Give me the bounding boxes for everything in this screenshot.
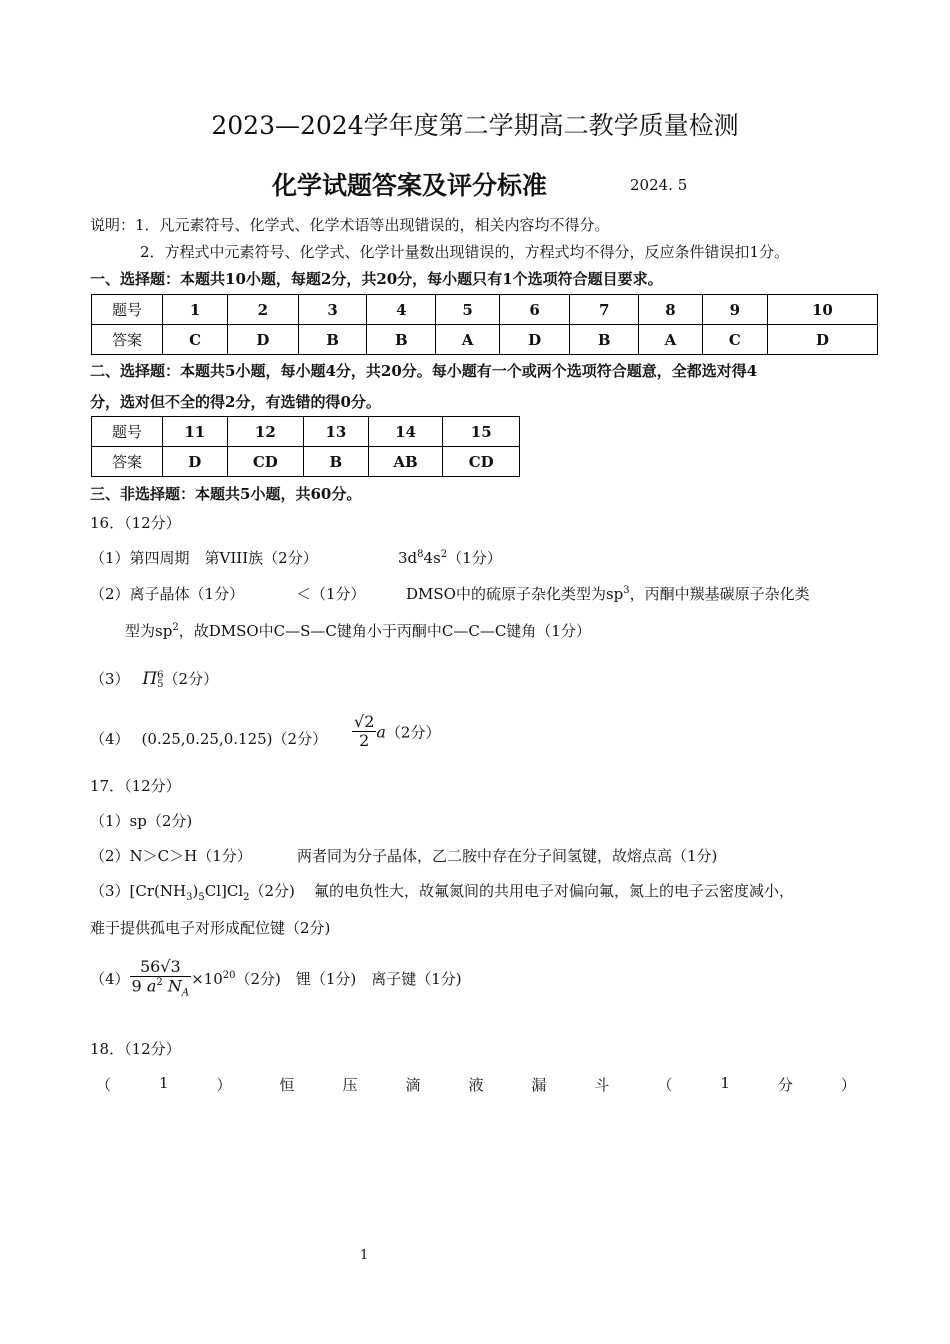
table-cell: CD: [227, 447, 304, 477]
table-cell: 7: [570, 295, 639, 325]
subscript: 3: [186, 892, 193, 903]
table-cell: 10: [767, 295, 877, 325]
table-cell: B: [570, 325, 639, 355]
q16-part1-b: [398, 547, 502, 568]
table-cell: A: [639, 325, 703, 355]
section1-answer-table: [91, 294, 878, 355]
superscript: 2: [440, 549, 448, 560]
table-row: [92, 295, 878, 325]
text: Cl]Cl: [204, 882, 244, 900]
q17-part1: （1）sp（2分): [90, 812, 193, 830]
text: 分: [777, 1076, 793, 1094]
text: 漏: [531, 1076, 547, 1094]
text: ）: [840, 1076, 856, 1094]
table-cell: 1: [163, 295, 228, 325]
text: 1: [158, 1074, 169, 1092]
table-row: [92, 447, 520, 477]
numerator: √2: [354, 712, 375, 731]
text: （2分）: [163, 670, 219, 688]
text: （2分) 锂（1分) 离子键（1分): [235, 970, 462, 989]
table-cell: 6: [499, 295, 569, 325]
section2-heading-line1: 二、选择题：本题共5小题，每小题4分，共20分。每小题有一个或两个选项符合题意，全都选对得4: [90, 362, 758, 380]
q18-title: 18．（12分）: [90, 1040, 181, 1058]
q17-part2-b: 两者同为分子晶体，乙二胺中存在分子间氢键，故熔点高（1分): [297, 847, 718, 865]
q17-part3-b: 氟的电负性大，故氟氮间的共用电子对偏向氟，氮上的电子云密度减小，: [314, 882, 795, 900]
table-row: [92, 417, 520, 447]
q16-part1-a: （1）第四周期 第VIII族（2分）: [90, 549, 318, 567]
row-label-number: 题号: [92, 417, 163, 447]
text: 型为sp: [125, 622, 173, 640]
pi-bond-symbol: Π: [142, 669, 158, 689]
q16-part3: [90, 668, 218, 689]
text: (0.25,0.25,0.125)（2分）: [141, 730, 328, 748]
q17-part4: [90, 958, 462, 999]
table-cell: 13: [304, 417, 369, 447]
table-cell: A: [436, 325, 500, 355]
text: 3d: [398, 549, 418, 567]
table-cell: CD: [443, 447, 520, 477]
text: 滴: [405, 1076, 421, 1094]
text: ×10: [191, 970, 223, 989]
denominator: [130, 977, 192, 999]
pi-subscript: 5: [157, 679, 164, 690]
note-1: 说明：1．凡元素符号、化学式、化学术语等出现错误的，相关内容均不得分。: [90, 216, 610, 234]
text: （: [96, 1076, 112, 1094]
part-label: （3）: [90, 670, 130, 688]
text: （2分）: [385, 723, 441, 742]
text: 液: [468, 1076, 484, 1094]
table-cell: 14: [368, 417, 443, 447]
text: ): [192, 882, 199, 900]
page-number: 1: [360, 1248, 369, 1263]
text: ）: [216, 1076, 232, 1094]
text: （2分): [249, 882, 295, 900]
numerator: 56√3: [130, 958, 192, 977]
text: （: [657, 1076, 673, 1094]
table-cell: 3: [298, 295, 367, 325]
row-label-answer: 答案: [92, 447, 163, 477]
q16-part2-b: ＜（1分）: [296, 585, 366, 603]
superscript: 2: [172, 622, 179, 633]
subscript: 5: [198, 892, 205, 903]
note-2: 2．方程式中元素符号、化学式、化学计量数出现错误的，方程式均不得分，反应条件错误扣1分。: [140, 243, 790, 261]
q16-part2-d: [125, 620, 591, 641]
table-row: [92, 325, 878, 355]
fraction: [130, 958, 192, 999]
subscript: 2: [243, 892, 250, 903]
q18-part1: [96, 1074, 856, 1095]
superscript: 8: [417, 549, 424, 560]
table-cell: AB: [368, 447, 443, 477]
subscript: A: [181, 987, 190, 999]
table-cell: 8: [639, 295, 703, 325]
variable: N: [167, 976, 182, 996]
text: 4s: [423, 549, 441, 567]
table-cell: 9: [702, 295, 767, 325]
q17-part3-a: [90, 880, 295, 903]
text: （1分）: [447, 549, 502, 567]
page-subtitle: 化学试题答案及评分标准: [272, 171, 548, 200]
table-cell: D: [767, 325, 877, 355]
text: ，丙酮中羰基碳原子杂化类: [629, 585, 810, 603]
text: 1: [720, 1074, 730, 1092]
superscript: 20: [222, 970, 236, 982]
table-cell: 15: [443, 417, 520, 447]
fraction: [352, 713, 376, 751]
q16-part2-a: （2）离子晶体（1分）: [90, 585, 245, 603]
table-cell: D: [228, 325, 298, 355]
q16-part4-fraction: [352, 713, 440, 751]
text: 压: [342, 1076, 358, 1094]
text: 9: [131, 976, 142, 996]
section1-heading: 一、选择题：本题共10小题，每题2分，共20分，每小题只有1个选项符合题目要求。: [90, 270, 663, 288]
table-cell: 2: [228, 295, 298, 325]
section3-heading: 三、非选择题：本题共5小题，共60分。: [90, 485, 362, 503]
table-cell: 4: [367, 295, 436, 325]
superscript: 3: [623, 585, 630, 596]
text: （3）[Cr(NH: [90, 882, 187, 900]
table-cell: C: [163, 325, 228, 355]
page-title: 2023—2024学年度第二学期高二教学质量检测: [211, 111, 739, 140]
variable: a: [376, 722, 386, 742]
q16-part2-c: [406, 583, 810, 604]
part-label: （4）: [90, 730, 130, 748]
text: ，故DMSO中C—S—C键角小于丙酮中C—C—C键角（1分）: [178, 622, 591, 640]
table-cell: C: [702, 325, 767, 355]
table-cell: B: [304, 447, 369, 477]
q17-title: 17．（12分）: [90, 777, 181, 795]
table-cell: 12: [227, 417, 304, 447]
table-cell: D: [163, 447, 228, 477]
table-cell: D: [499, 325, 569, 355]
row-label-answer: 答案: [92, 325, 163, 355]
q16-part4-a: [90, 728, 327, 749]
q16-title: 16．（12分）: [90, 514, 181, 532]
superscript: 2: [156, 977, 163, 989]
row-label-number: 题号: [92, 295, 163, 325]
exam-date: 2024. 5: [630, 176, 688, 194]
table-cell: 11: [163, 417, 228, 447]
part-label: （4）: [90, 970, 130, 989]
text: 斗: [594, 1076, 610, 1094]
table-cell: B: [367, 325, 436, 355]
pi-superscript: 6: [157, 670, 164, 681]
q17-part3-c: 难于提供孤电子对形成配位键（2分): [90, 919, 331, 937]
table-cell: B: [298, 325, 367, 355]
variable: a: [146, 976, 157, 996]
q17-part2-a: （2）N＞C＞H（1分）: [90, 847, 252, 865]
text: DMSO中的硫原子杂化类型为sp: [406, 585, 624, 603]
text: 恒: [279, 1076, 295, 1094]
section2-heading-line2: 分，选对但不全的得2分，有选错的得0分。: [90, 393, 381, 411]
table-cell: 5: [436, 295, 500, 325]
denominator: 2: [359, 731, 370, 751]
section2-answer-table: [91, 416, 520, 477]
